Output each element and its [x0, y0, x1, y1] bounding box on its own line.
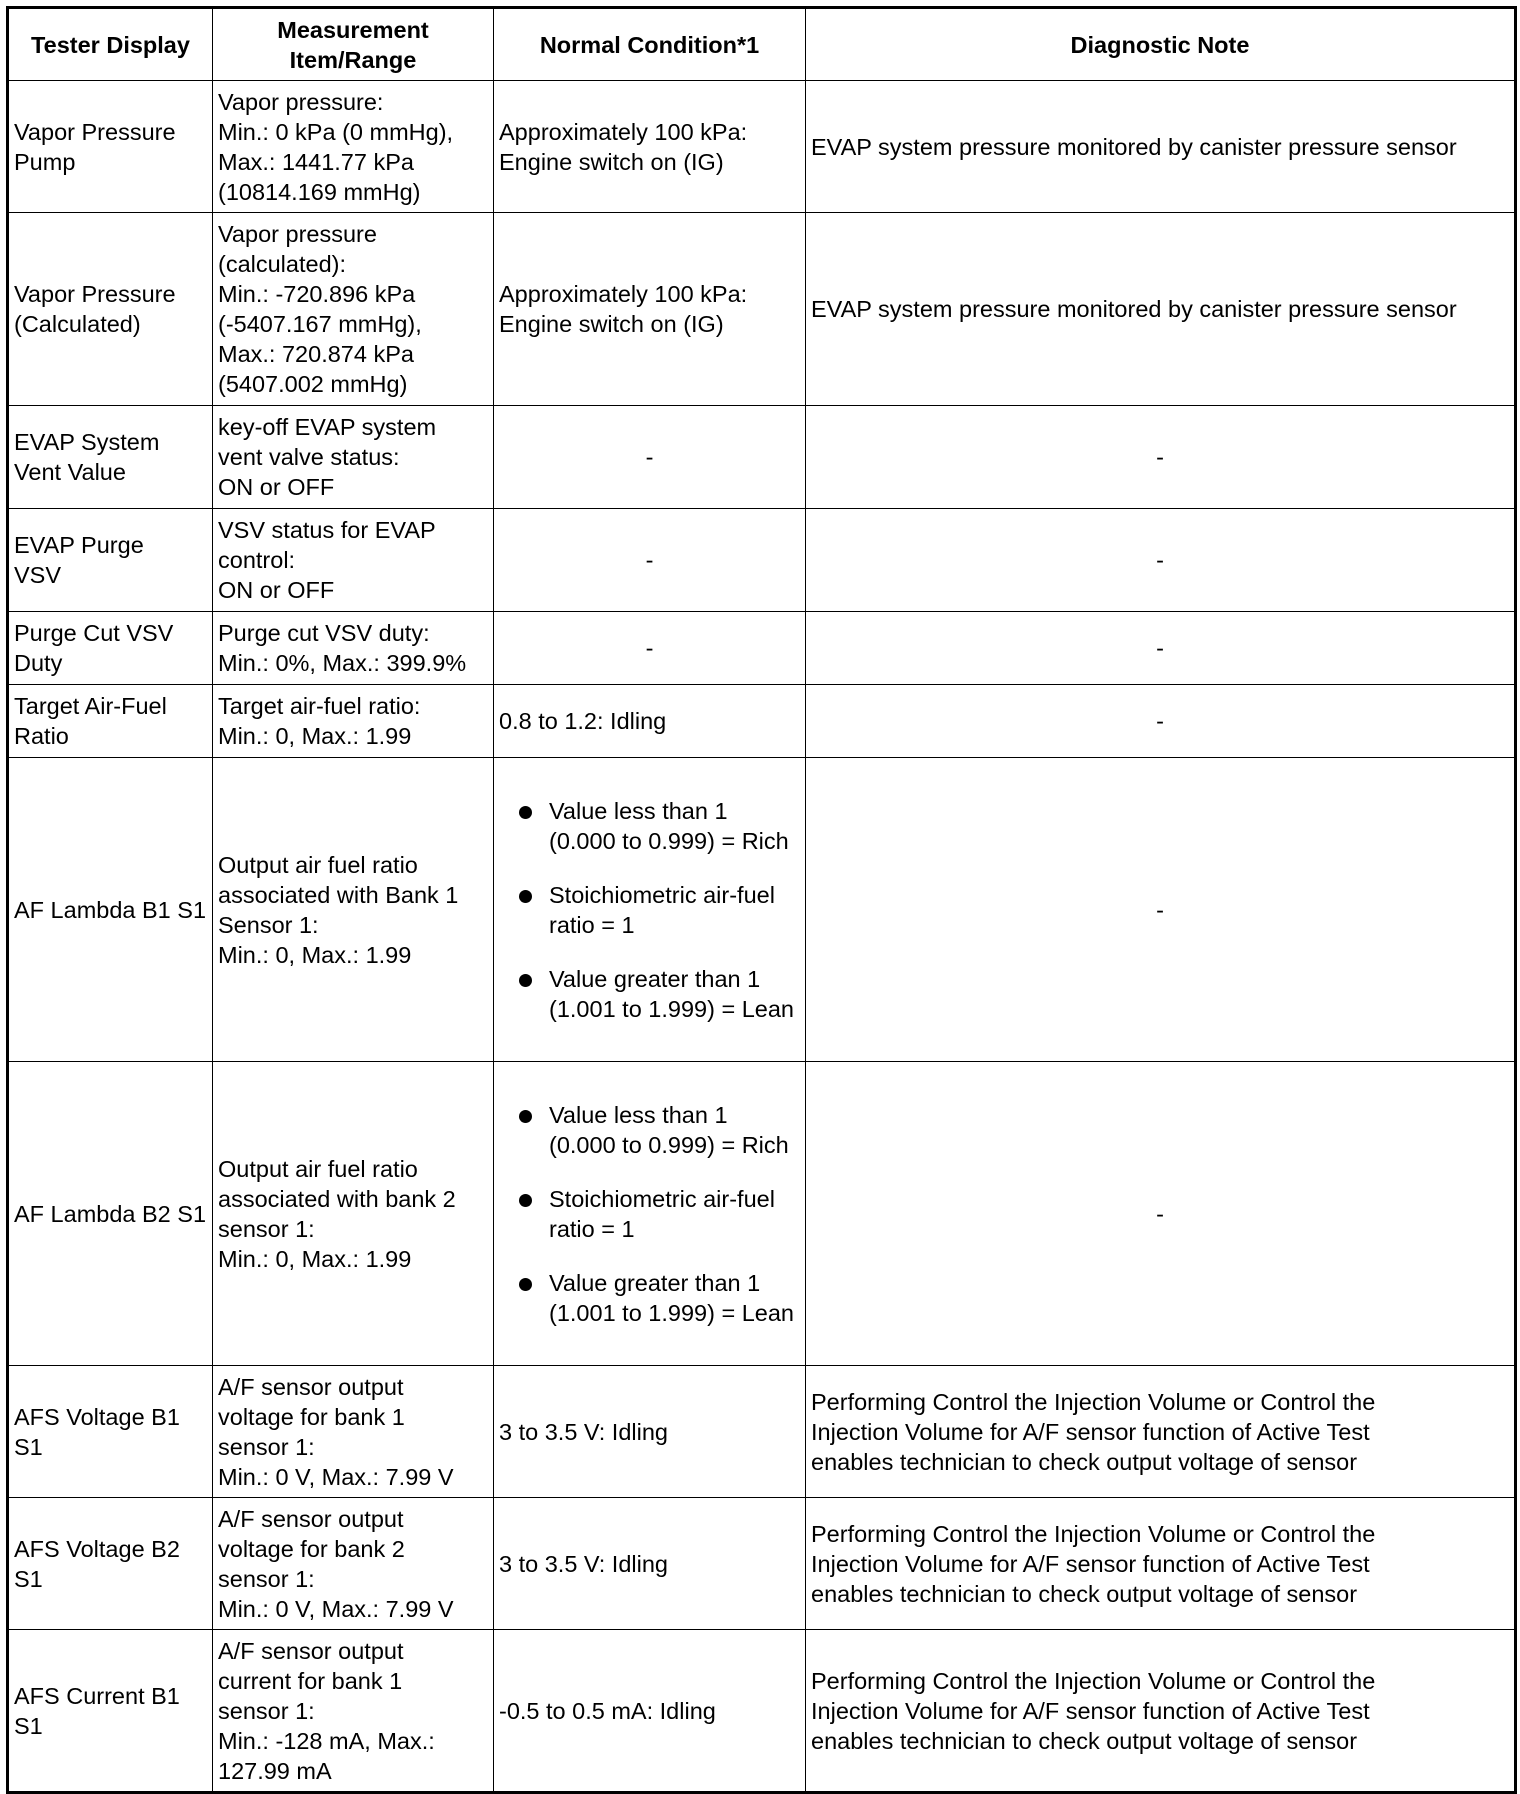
table-row — [8, 1630, 1516, 1793]
table-row — [8, 213, 1516, 406]
tester-display-cell: Purge Cut VSV Duty — [8, 612, 213, 685]
tester-display-cell: EVAP System Vent Value — [8, 406, 213, 509]
measurement-cell: key-off EVAP system vent valve status: ON or OFF — [213, 406, 494, 509]
normal-condition-cell: 3 to 3.5 V: Idling — [494, 1366, 806, 1498]
bullet-icon — [519, 1110, 532, 1123]
tester-display-cell: AFS Current B1 S1 — [8, 1630, 213, 1793]
measurement-cell: Output air fuel ratio associated with Bank 1 Sensor 1: Min.: 0, Max.: 1.99 — [213, 758, 494, 1062]
list-item-text: Value less than 1 (0.000 to 0.999) = Rich — [549, 797, 789, 854]
measurement-cell: VSV status for EVAP control: ON or OFF — [213, 509, 494, 612]
list-item — [499, 1268, 800, 1328]
tester-display-cell: Target Air-Fuel Ratio — [8, 685, 213, 758]
diagnostic-note-cell: Performing Control the Injection Volume or Control the Injection Volume for A/F sensor function of Active Test enables technician to check output voltage of sensor — [806, 1498, 1516, 1630]
measurement-cell: Purge cut VSV duty: Min.: 0%, Max.: 399.9% — [213, 612, 494, 685]
header-diagnostic-note: Diagnostic Note — [806, 8, 1516, 81]
normal-condition-cell: Approximately 100 kPa: Engine switch on (IG) — [494, 81, 806, 213]
normal-condition-cell: - — [494, 406, 806, 509]
bullet-icon — [519, 1194, 532, 1207]
list-item — [499, 1100, 800, 1160]
list-item — [499, 1184, 800, 1244]
diagnostic-note-cell: EVAP system pressure monitored by canister pressure sensor — [806, 213, 1516, 406]
tester-display-cell: AFS Voltage B2 S1 — [8, 1498, 213, 1630]
header-row — [8, 8, 1516, 81]
diagnostic-note-cell: - — [806, 1062, 1516, 1366]
diagnostic-note-cell: - — [806, 509, 1516, 612]
tester-display-cell: AFS Voltage B1 S1 — [8, 1366, 213, 1498]
tester-display-cell: Vapor Pressure Pump — [8, 81, 213, 213]
diagnostic-note-cell: Performing Control the Injection Volume or Control the Injection Volume for A/F sensor function of Active Test enables technician to check output voltage of sensor — [806, 1630, 1516, 1793]
diagnostic-note-cell: - — [806, 685, 1516, 758]
normal-condition-cell: 3 to 3.5 V: Idling — [494, 1498, 806, 1630]
table-row — [8, 406, 1516, 509]
header-normal-condition: Normal Condition*1 — [494, 8, 806, 81]
table-row — [8, 758, 1516, 1062]
list-item — [499, 964, 800, 1024]
measurement-cell: Vapor pressure (calculated): Min.: -720.896 kPa (-5407.167 mmHg), Max.: 720.874 kPa (5407.002 mmHg) — [213, 213, 494, 406]
table-row — [8, 509, 1516, 612]
measurement-cell: A/F sensor output voltage for bank 2 sensor 1: Min.: 0 V, Max.: 7.99 V — [213, 1498, 494, 1630]
list-item-text: Value greater than 1 (1.001 to 1.999) = Lean — [549, 1269, 794, 1326]
measurement-cell: Target air-fuel ratio: Min.: 0, Max.: 1.99 — [213, 685, 494, 758]
diagnostic-note-cell: EVAP system pressure monitored by canister pressure sensor — [806, 81, 1516, 213]
header-measurement-item-range: Measurement Item/Range — [213, 8, 494, 81]
list-item-text: Value greater than 1 (1.001 to 1.999) = Lean — [549, 965, 794, 1022]
normal-condition-cell — [494, 1062, 806, 1366]
normal-condition-cell — [494, 758, 806, 1062]
measurement-cell: A/F sensor output current for bank 1 sensor 1: Min.: -128 mA, Max.: 127.99 mA — [213, 1630, 494, 1793]
list-item — [499, 796, 800, 856]
table-row — [8, 1366, 1516, 1498]
list-item-text: Value less than 1 (0.000 to 0.999) = Rich — [549, 1101, 789, 1158]
normal-condition-cell: - — [494, 612, 806, 685]
bullet-icon — [519, 890, 532, 903]
table-row — [8, 1498, 1516, 1630]
tester-display-cell: AF Lambda B1 S1 — [8, 758, 213, 1062]
normal-condition-cell: 0.8 to 1.2: Idling — [494, 685, 806, 758]
tester-display-cell: EVAP Purge VSV — [8, 509, 213, 612]
list-item — [499, 880, 800, 940]
bullet-icon — [519, 974, 532, 987]
diagnostic-note-cell: - — [806, 612, 1516, 685]
list-item-text: Stoichiometric air-fuel ratio = 1 — [549, 881, 775, 938]
list-item-text: Stoichiometric air-fuel ratio = 1 — [549, 1185, 775, 1242]
bullet-icon — [519, 1278, 532, 1291]
diagnostic-data-table — [6, 6, 1517, 1794]
table-row — [8, 1062, 1516, 1366]
measurement-cell: A/F sensor output voltage for bank 1 sensor 1: Min.: 0 V, Max.: 7.99 V — [213, 1366, 494, 1498]
diagnostic-note-cell: - — [806, 758, 1516, 1062]
measurement-cell: Vapor pressure: Min.: 0 kPa (0 mmHg), Max.: 1441.77 kPa (10814.169 mmHg) — [213, 81, 494, 213]
table-row — [8, 81, 1516, 213]
normal-condition-cell: - — [494, 509, 806, 612]
table-row — [8, 612, 1516, 685]
bullet-icon — [519, 806, 532, 819]
normal-condition-cell: Approximately 100 kPa: Engine switch on (IG) — [494, 213, 806, 406]
diagnostic-note-cell: - — [806, 406, 1516, 509]
tester-display-cell: Vapor Pressure (Calculated) — [8, 213, 213, 406]
normal-condition-list — [499, 796, 800, 1024]
measurement-cell: Output air fuel ratio associated with bank 2 sensor 1: Min.: 0, Max.: 1.99 — [213, 1062, 494, 1366]
table-row — [8, 685, 1516, 758]
normal-condition-cell: -0.5 to 0.5 mA: Idling — [494, 1630, 806, 1793]
diagnostic-note-cell: Performing Control the Injection Volume or Control the Injection Volume for A/F sensor function of Active Test enables technician to check output voltage of sensor — [806, 1366, 1516, 1498]
normal-condition-list — [499, 1100, 800, 1328]
tester-display-cell: AF Lambda B2 S1 — [8, 1062, 213, 1366]
header-tester-display: Tester Display — [8, 8, 213, 81]
